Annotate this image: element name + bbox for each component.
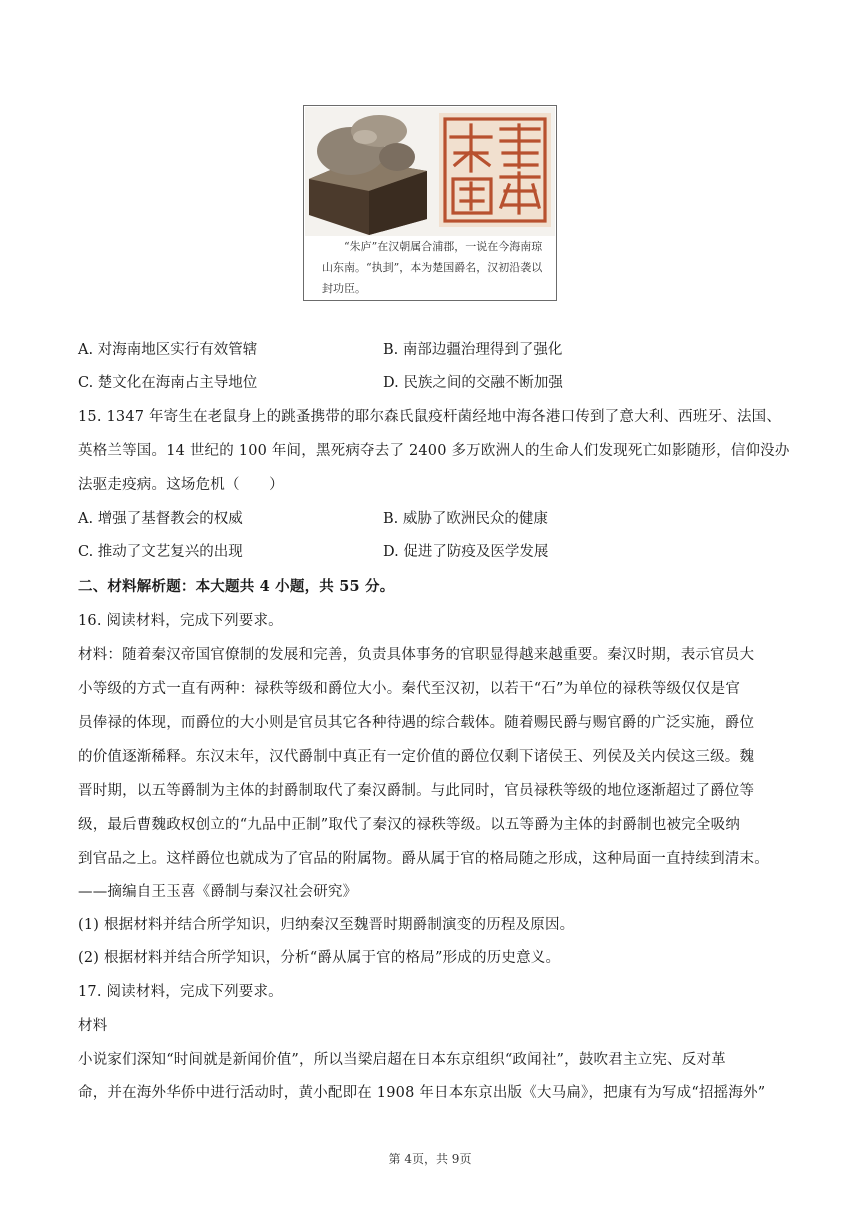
q15-option-d (383, 540, 548, 561)
option-letter: A. (78, 511, 94, 527)
option-text: 推动了文艺复兴的出现 (97, 544, 243, 560)
q16-source: ——摘编自王玉喜《爵制与秦汉社会研究》 (78, 884, 358, 900)
q16-material-line-5: 晋时期，以五等爵制为主体的封爵制取代了秦汉爵制。与此同时，官员禄秩等级的地位逐渐超过了爵位等 (78, 783, 755, 799)
caption-text: “朱庐”在汉朝属合浦郡，一说在今海南琼山东南。“执刲”，本为楚国爵名，汉初沿袭以封功臣。 (322, 240, 543, 295)
q17-material-label: 材料 (78, 1018, 108, 1034)
q16-material-line-2: 小等级的方式一直有两种：禄秩等级和爵位大小。秦代至汉初，以若干“石”为单位的禄秩等级仅仅是官 (78, 681, 741, 697)
section-heading: 二、材料解析题：本大题共 4 小题，共 55 分。 (78, 578, 395, 595)
option-letter: A. (78, 342, 94, 358)
option-letter: D. (383, 375, 399, 391)
q14-option-b (383, 338, 562, 359)
q15-line-1: 15. 1347 年寄生在老鼠身上的跳蚤携带的耶尔森氏鼠疫杆菌经地中海各港口传到了意大利、西班牙、法国、 (78, 409, 782, 425)
option-text: 楚文化在海南占主导地位 (97, 375, 258, 391)
q14-option-d (383, 371, 563, 392)
option-text: 南部边疆治理得到了强化 (402, 342, 563, 358)
q15-option-b (383, 507, 548, 528)
option-letter: D. (383, 544, 399, 560)
q16-material-line-6: 级，最后曹魏政权创立的“九品中正制”取代了秦汉的禄秩等级。以五等爵为主体的封爵制也被完全吸纳 (78, 817, 741, 833)
q16-material-line-1: 材料：随着秦汉帝国官僚制的发展和完善，负责具体事务的官职显得越来越重要。秦汉时期，表示官员大 (78, 647, 755, 663)
q14-option-a (78, 338, 257, 359)
q17-line-2: 命，并在海外华侨中进行活动时，黄小配即在 1908 年日本东京出版《大马扁》，把康有为写成“招摇海外” (78, 1085, 766, 1101)
option-text: 促进了防疫及医学发展 (403, 544, 549, 560)
option-text: 对海南地区实行有效管辖 (97, 342, 258, 358)
q14-option-c (78, 371, 257, 392)
option-text: 威胁了欧洲民众的健康 (402, 511, 548, 527)
seal-image (305, 107, 555, 236)
option-letter: B. (383, 342, 399, 358)
option-text: 增强了基督教会的权威 (97, 511, 243, 527)
q17-title: 17. 阅读材料，完成下列要求。 (78, 984, 283, 1000)
seal-figure (303, 105, 557, 301)
q16-material-line-3: 员俸禄的体现，而爵位的大小则是官员其它各种待遇的综合载体。随着赐民爵与赐官爵的广泛实施，爵位 (78, 715, 755, 731)
q15-line-2: 英格兰等国。14 世纪的 100 年间，黑死病夺去了 2400 多万欧洲人的生命人们发现死亡如影随形，信仰没办 (78, 443, 790, 459)
q16-question-2: (2) 根据材料并结合所学知识，分析“爵从属于官的格局”形成的历史意义。 (78, 950, 561, 966)
page-footer: 第 4页，共 9页 (388, 1152, 472, 1166)
q16-material-line-4: 的价值逐渐稀释。东汉末年，汉代爵制中真正有一定价值的爵位仅剩下诸侯王、列侯及关内侯这三级。魏 (78, 749, 755, 765)
seal-photo (305, 107, 555, 236)
q16-material-line-7: 到官品之上。这样爵位也就成为了官品的附属物。爵从属于官的格局随之形成，这种局面一直持续到清末。 (78, 851, 769, 867)
option-letter: C. (78, 375, 94, 391)
q16-title: 16. 阅读材料，完成下列要求。 (78, 613, 283, 629)
q17-line-1: 小说家们深知“时间就是新闻价值”，所以当梁启超在日本东京组织“政闻社”，鼓吹君主立宪、反对革 (78, 1052, 726, 1068)
option-letter: B. (383, 511, 399, 527)
q16-question-1: (1) 根据材料并结合所学知识，归纳秦汉至魏晋时期爵制演变的历程及原因。 (78, 917, 575, 933)
option-letter: C. (78, 544, 94, 560)
q15-line-3: 法驱走疫病。这场危机（ ） (78, 477, 284, 493)
q15-option-a (78, 507, 243, 528)
figure-caption (322, 236, 544, 299)
q15-option-c (78, 540, 243, 561)
option-text: 民族之间的交融不断加强 (403, 375, 563, 391)
